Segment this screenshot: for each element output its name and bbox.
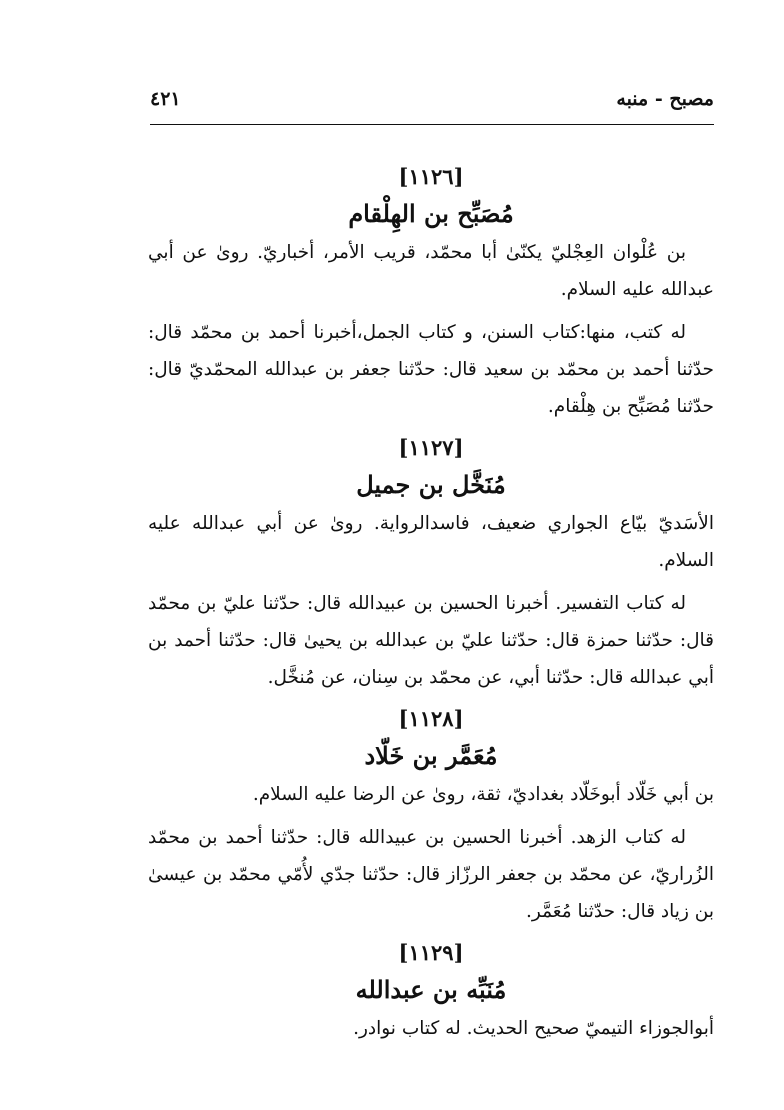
entry-1127 xyxy=(148,431,714,696)
entry-chain: له كتب، منها:كتاب السنن، و كتاب الجمل،أخبرنا أحمد بن محمّد قال: حدّثنا أحمد بن محمّد بن سعيد قال: حدّثنا جعفر بن عبدالله المحمّديّ قال: حدّثنا مُصَبِّح بن هِلْقام. xyxy=(148,322,714,417)
entry-number: [١١٢٩] xyxy=(398,940,464,965)
running-title: مصبح - منبه xyxy=(616,88,714,110)
page-body xyxy=(148,160,714,1047)
entry-name: مُعَمَّر بن خَلّاد xyxy=(364,741,498,770)
entry-number: [١١٢٨] xyxy=(398,706,464,731)
entry-description: بن أبي خَلّاد أبوخَلّاد بغداديّ، ثقة، روىٰ عن الرضا عليه السلام. xyxy=(252,784,714,805)
entry-name: مُنَبِّه بن عبدالله xyxy=(355,975,507,1004)
running-head xyxy=(150,88,714,122)
entry-chain: له كتاب التفسير. أخبرنا الحسين بن عبيدالله قال: حدّثنا عليّ بن محمّد قال: حدّثنا حمزة قال: حدّثنا عليّ بن عبدالله بن يحيىٰ قال: حدّثنا أحمد بن أبي عبدالله قال: حدّثنا أبي، عن محمّد بن سِنان، عن مُنخَّل. xyxy=(148,593,714,688)
entry-description: أبوالجوزاء التيميّ صحيح الحديث. له كتاب نوادر. xyxy=(353,1018,714,1039)
entry-name: مُنَخَّل بن جميل xyxy=(356,470,506,499)
entry-name: مُصَبِّح بن الهِلْقام xyxy=(348,199,514,228)
page-number: ٤٢١ xyxy=(150,88,181,110)
entry-1128 xyxy=(148,702,714,930)
entry-description: الأسَديّ بيّاع الجواري ضعيف، فاسدالرواية. روىٰ عن أبي عبدالله عليه السلام. xyxy=(148,513,714,571)
entry-number: [١١٢٦] xyxy=(398,164,464,189)
header-rule xyxy=(150,124,714,125)
entry-1129 xyxy=(148,936,714,1047)
entry-1126 xyxy=(148,160,714,425)
entry-chain: له كتاب الزهد. أخبرنا الحسين بن عبيدالله قال: حدّثنا أحمد بن محمّد الزُراريّ، عن محمّد بن جعفر الرزّاز قال: حدّثنا جدّي لأُمّي محمّد بن عيسىٰ بن زياد قال: حدّثنا مُعَمَّر. xyxy=(148,827,714,922)
entry-description: بن عُلْوان العِجْليّ يكنّىٰ أبا محمّد، قريب الأمر، أخباريّ. روىٰ عن أبي عبدالله عليه السلام. xyxy=(148,242,714,300)
entry-number: [١١٢٧] xyxy=(398,435,464,460)
